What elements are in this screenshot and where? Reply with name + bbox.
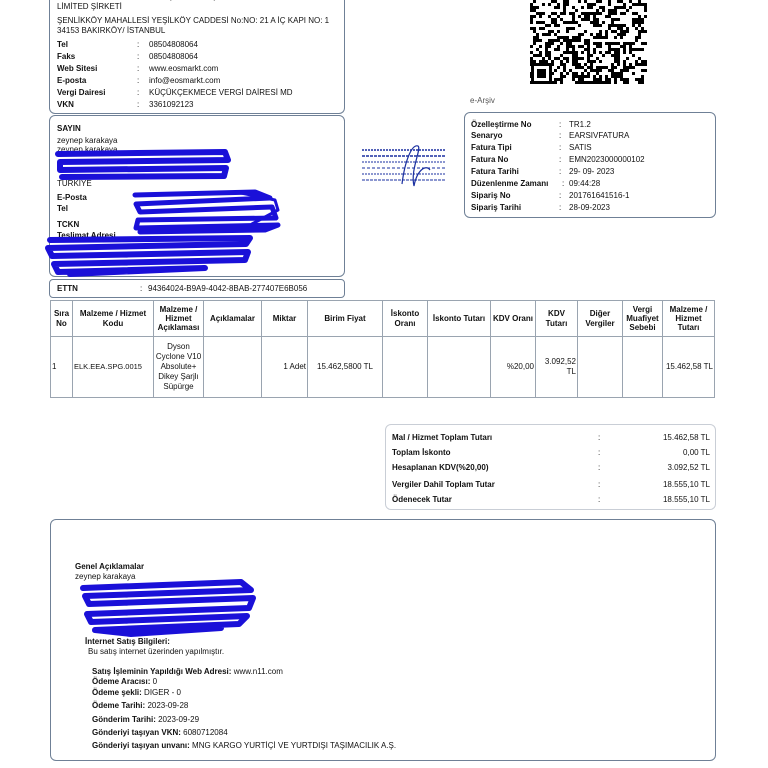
notes-field-row <box>92 667 283 677</box>
seller-field-label: VKN <box>57 100 74 109</box>
general-notes-box <box>50 519 716 761</box>
info-label: Sipariş Tarihi <box>471 203 522 212</box>
cell-item-description: Dyson Cyclone V10 Absolute+ Dikey Şarjlı Süpürge <box>154 337 204 398</box>
seller-field-label: Vergi Dairesi <box>57 88 106 97</box>
column-header: Sıra No <box>51 301 73 337</box>
total-row: Vergiler Dahil Toplam Tutar : 18.555,10 TL <box>392 480 710 489</box>
seller-fax-row: Faks : 08504808064 <box>57 52 198 61</box>
seller-tax-office-row: Vergi Dairesi : KÜÇÜKÇEKMECE VERGİ DAİRESİ MD <box>57 88 293 97</box>
cell-unit-price: 15.462,5800 TL <box>308 337 383 398</box>
earsiv-label: e-Arşiv <box>470 96 495 105</box>
notes-field-value: 2023-09-28 <box>147 701 189 710</box>
notes-field-row <box>92 677 157 687</box>
info-row: Düzenlenme Zamanı : 09:44:28 <box>471 179 601 188</box>
info-label: Fatura Tipi <box>471 143 512 152</box>
column-header: KDV Oranı <box>491 301 536 337</box>
seller-field-label: Web Sitesi <box>57 64 98 73</box>
column-header: İskonto Oranı <box>383 301 428 337</box>
info-row: Fatura No : EMN2023000000102 <box>471 155 645 164</box>
totals-box <box>385 424 716 510</box>
notes-field-row <box>92 741 396 751</box>
info-label: Fatura Tarihi <box>471 167 519 176</box>
total-row: Toplam İskonto : 0,00 TL <box>392 448 710 457</box>
cell-vat-rate: %20,00 <box>491 337 536 398</box>
buyer-country: TÜRKİYE <box>57 179 92 188</box>
total-row: Mal / Hizmet Toplam Tutarı : 15.462,58 TL <box>392 433 710 442</box>
column-header: Vergi Muafiyet Sebebi <box>623 301 663 337</box>
column-header: KDV Tutarı <box>536 301 578 337</box>
notes-field-label: Gönderim Tarihi: <box>92 715 156 724</box>
cell-row-number: 1 <box>51 337 73 398</box>
info-label: Özelleştirme No <box>471 120 532 129</box>
line-items-table <box>50 300 715 398</box>
buyer-tel-label: Tel <box>57 204 68 213</box>
cell-quantity: 1 Adet <box>262 337 308 398</box>
seller-website-row: Web Sitesi : www.eosmarkt.com <box>57 64 219 73</box>
info-row: Senaryo : EARSIVFATURA <box>471 131 630 140</box>
buyer-tckn-label: TCKN <box>57 220 80 229</box>
notes-field-value: www.n11.com <box>233 667 283 676</box>
redaction-scribble <box>40 140 340 285</box>
buyer-name: zeynep karakaya <box>57 136 118 145</box>
seller-info-box <box>49 0 345 114</box>
cell-exemption <box>623 337 663 398</box>
info-value: 09:44:28 <box>569 179 601 188</box>
buyer-name-repeat: zeynep karakaya <box>57 145 118 154</box>
seller-email-row: E-posta : info@eosmarkt.com <box>57 76 221 85</box>
info-value: EARSIVFATURA <box>569 131 630 140</box>
notes-field-value: 6080712084 <box>183 728 228 737</box>
info-value: 201761641516-1 <box>569 191 630 200</box>
seller-field-value: 3361092123 <box>149 100 194 109</box>
notes-field-label: Gönderiyi taşıyan VKN: <box>92 728 181 737</box>
info-value: 28-09-2023 <box>569 203 610 212</box>
info-value: TR1.2 <box>569 120 591 129</box>
info-value: EMN2023000000102 <box>569 155 645 164</box>
seller-field-value: 08504808064 <box>149 40 198 49</box>
column-header: Malzeme / Hizmet Açıklaması <box>154 301 204 337</box>
seller-field-label: Tel <box>57 40 68 49</box>
notes-field-value: DIGER - 0 <box>144 688 181 697</box>
notes-field-label: Ödeme Aracısı: <box>92 677 151 686</box>
notes-heading: Genel Açıklamalar <box>75 562 145 571</box>
info-label: Sipariş No <box>471 191 511 200</box>
cell-item-code: ELK.EEA.SPG.0015 <box>73 337 154 398</box>
seller-vkn-row: VKN : 3361092123 <box>57 100 194 109</box>
notes-field-value: 0 <box>152 677 158 686</box>
total-label: Vergiler Dahil Toplam Tutar <box>392 480 495 489</box>
redaction-scribble <box>71 576 261 640</box>
notes-field-label: Gönderiyi taşıyan unvanı: <box>92 741 190 750</box>
seller-field-label: Faks <box>57 52 76 61</box>
ettn-box: ETTN : 94364024-B9A9-4042-8BAB-277407E6B056 <box>49 279 345 298</box>
total-label: Ödenecek Tutar <box>392 495 452 504</box>
total-label: Toplam İskonto <box>392 448 451 457</box>
notes-field-row <box>92 701 188 711</box>
seller-phone-row: Tel : 08504808064 <box>57 40 198 49</box>
buyer-heading: SAYIN <box>57 124 81 133</box>
seller-field-value: 08504808064 <box>149 52 198 61</box>
info-row: Sipariş No : 201761641516-1 <box>471 191 630 200</box>
total-value: 18.555,10 TL <box>662 480 710 489</box>
buyer-delivery-label: Teslimat Adresi <box>57 231 116 240</box>
column-header: Malzeme / Hizmet Kodu <box>73 301 154 337</box>
info-row: Sipariş Tarihi : 28-09-2023 <box>471 203 610 212</box>
info-value: SATIS <box>569 143 592 152</box>
total-value: 15.462,58 TL <box>662 433 710 442</box>
table-row <box>51 337 715 398</box>
total-label: Hesaplanan KDV(%20,00) <box>392 463 489 472</box>
ettn-label: ETTN <box>57 284 78 293</box>
info-label: Senaryo <box>471 131 503 140</box>
total-label: Mal / Hizmet Toplam Tutarı <box>392 433 493 442</box>
seller-field-value: KÜÇÜKÇEKMECE VERGİ DAİRESİ MD <box>149 88 293 97</box>
notes-field-label: Ödeme şekli: <box>92 688 142 697</box>
notes-field-row <box>92 688 181 698</box>
notes-field-value: 2023-09-29 <box>158 715 200 724</box>
notes-customer-name: zeynep karakaya <box>75 572 136 581</box>
notes-field-label: Ödeme Tarihi: <box>92 701 146 710</box>
info-row: Fatura Tipi : SATIS <box>471 143 592 152</box>
total-value: 18.555,10 TL <box>662 495 710 504</box>
cell-line-total: 15.462,58 TL <box>663 337 715 398</box>
seller-name: LİMİTED ŞİRKETİ <box>57 1 122 11</box>
ettn-value: 94364024-B9A9-4042-8BAB-277407E6B056 <box>148 284 308 293</box>
company-stamp-image <box>360 140 448 190</box>
notes-field-value: MNG KARGO YURTİÇİ VE YURTDIŞI TAŞIMACILIK A.Ş. <box>192 741 397 750</box>
info-row: Özelleştirme No : TR1.2 <box>471 120 591 129</box>
buyer-info-box: SAYIN zeynep karakaya zeynep karakaya TÜRKİYE E-Posta Tel TCKN Teslimat Adresi : <box>49 115 345 277</box>
info-label: Düzenlenme Zamanı <box>471 179 549 188</box>
cell-notes <box>204 337 262 398</box>
total-row: Ödenecek Tutar : 18.555,10 TL <box>392 495 710 504</box>
internet-sales-text: Bu satış internet üzerinden yapılmıştır. <box>88 647 225 656</box>
total-row: Hesaplanan KDV(%20,00) : 3.092,52 TL <box>392 463 710 472</box>
notes-field-row <box>92 715 199 725</box>
info-row: Fatura Tarihi : 29- 09- 2023 <box>471 167 615 176</box>
cell-vat-amount: 3.092,52 TL <box>536 337 578 398</box>
column-header: İskonto Tutarı <box>428 301 491 337</box>
column-header: Açıklamalar <box>204 301 262 337</box>
info-value: 29- 09- 2023 <box>569 167 615 176</box>
notes-field-row <box>92 728 228 738</box>
column-header: Birim Fiyat <box>308 301 383 337</box>
total-value: 0,00 TL <box>683 448 710 457</box>
buyer-email-label: E-Posta <box>57 193 87 202</box>
notes-field-label: Satış İşleminin Yapıldığı Web Adresi: <box>92 667 232 676</box>
total-value: 3.092,52 TL <box>667 463 710 472</box>
internet-sales-heading: İnternet Satış Bilgileri: <box>85 637 170 646</box>
seller-field-value: info@eosmarkt.com <box>149 76 221 85</box>
qr-code <box>530 0 648 86</box>
column-header: Malzeme / Hizmet Tutarı <box>663 301 715 337</box>
seller-address: ŞENLİKKÖY MAHALLESİ YEŞİLKÖY CADDESİ No:NO: 21 A İÇ KAPI NO: 1 34153 BAKIRKÖY/ İSTANBUL <box>57 16 330 35</box>
table-header-row <box>51 301 715 337</box>
column-header: Diğer Vergiler <box>578 301 623 337</box>
invoice-info-box <box>464 112 716 218</box>
seller-field-value: www.eosmarkt.com <box>149 64 219 73</box>
cell-discount-amount <box>428 337 491 398</box>
cell-discount-rate <box>383 337 428 398</box>
cell-other-taxes <box>578 337 623 398</box>
column-header: Miktar <box>262 301 308 337</box>
seller-field-label: E-posta <box>57 76 87 85</box>
info-label: Fatura No <box>471 155 509 164</box>
